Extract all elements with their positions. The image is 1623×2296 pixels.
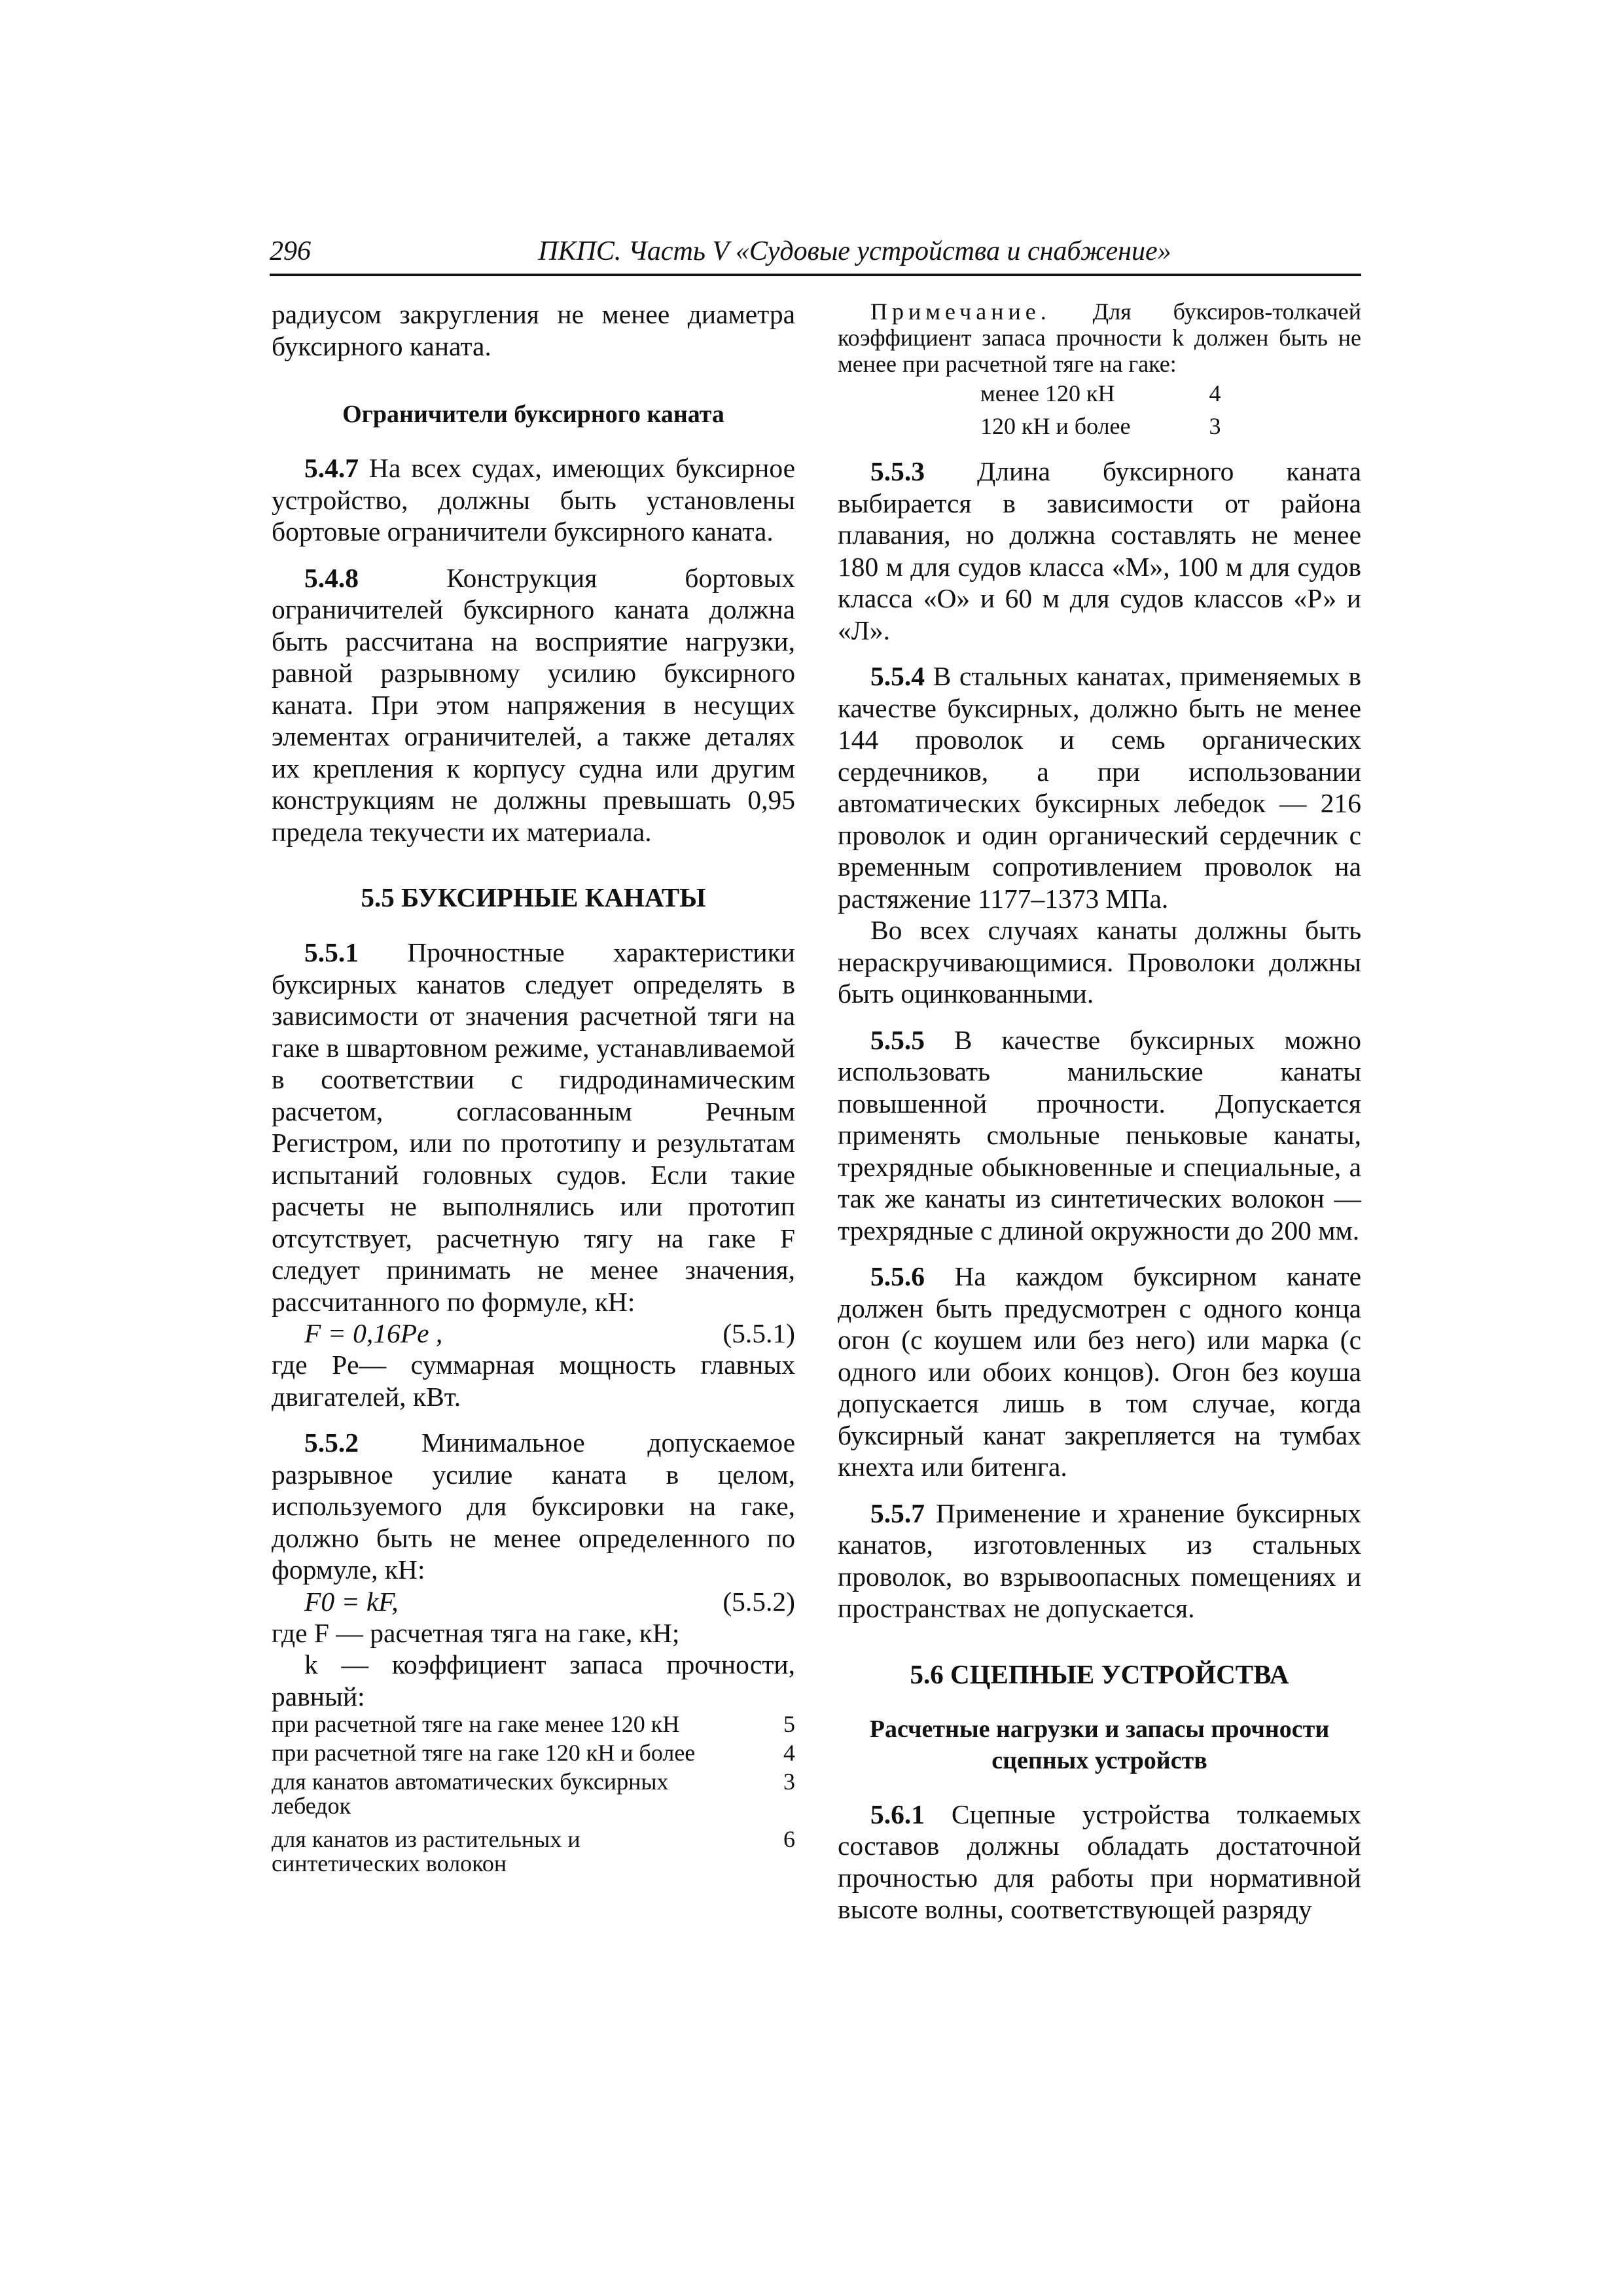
note-text: Для буксиров-толкачей коэффициент запаса прочности k должен быть не менее при расчетной тяге на гаке: (838, 298, 1361, 377)
paragraph-5-4-7 (272, 452, 795, 548)
section-heading-5-6: 5.6 СЦЕПНЫЕ УСТРОЙСТВА (910, 1659, 1289, 1689)
table-cell-value: 3 (783, 1768, 795, 1795)
paragraph-5-5-4-continued: Во всех случаях канаты должны быть нераскручивающимися. Проволоки должны быть оцинкованными. (838, 915, 1361, 1009)
paragraph-5-5-7 (838, 1498, 1361, 1624)
clause-text: В стальных канатах, применяемых в качестве буксирных, должно быть не менее 144 проволок и семь органических сердечников, а при использовании автоматических буксирных лебедок — 216 проволок и один органический сердечник с временным сопротивлением проволок на растяжение 1177–1373 МПа. (838, 661, 1361, 914)
formula-explanation: где Pe— суммарная мощность главных двигателей, кВт. (272, 1350, 795, 1412)
clause-text: Конструкция бортовых ограничителей буксирного каната должна быть рассчитана на восприятие нагрузки, равной разрывному усилию буксирного каната. При этом напряжения в несущих элементах ограничителей, а также деталях их крепления к корпусу судна или другим конструкциям не должны превышать 0,95 предела текучести их материала. (272, 562, 796, 847)
formula-number: (5.5.1) (722, 1318, 795, 1348)
formula-explanation-k: k — коэффициент запаса прочности, равный: (272, 1649, 795, 1712)
left-column (272, 298, 795, 1876)
table-cell-label: для канатов из растительных и синтетических волокон (272, 1826, 580, 1876)
subheading-loads: Расчетные нагрузки и запасы прочности сцепных устройств (869, 1715, 1330, 1774)
table-cell-label: при расчетной тяге на гаке менее 120 кН (272, 1711, 680, 1737)
table-cell-value: 4 (783, 1740, 795, 1766)
page-number: 296 (270, 236, 311, 266)
table-cell-value: 3 (1209, 413, 1221, 439)
paragraph-5-5-3 (838, 456, 1361, 646)
k-coefficient-table (272, 1712, 795, 1876)
table-row (272, 1770, 795, 1818)
clause-number: 5.4.8 (304, 562, 359, 593)
table-row (272, 1712, 795, 1741)
paragraph-5-4-8 (272, 562, 795, 848)
formula-expression: F = 0,16Pe , (304, 1318, 443, 1348)
table-cell-label: 120 кН и более (980, 413, 1131, 439)
note-label: Примечание. (870, 298, 1051, 325)
paragraph-5-5-6 (838, 1261, 1361, 1483)
table-row (980, 377, 1221, 410)
formula-number: (5.5.2) (722, 1586, 795, 1617)
clause-number: 5.5.7 (870, 1498, 925, 1528)
right-column (838, 298, 1361, 1926)
clause-number: 5.4.7 (304, 453, 359, 483)
clause-number: 5.5.6 (870, 1261, 925, 1291)
clause-text: Минимальное допускаемое разрывное усилие каната в целом, используемого для буксировки на гаке, должно быть не менее определенного по формуле, кН: (272, 1427, 795, 1585)
table-cell-value: 5 (783, 1711, 795, 1737)
clause-text: На каждом буксирном канате должен быть предусмотрен с одного конца огон (с коушем или без него) или марка (с одного или обоих концов). Огон без коуша допускается лишь в том случае, когда буксирный канат закрепляется на тумбах кнехта или битенга. (838, 1261, 1362, 1482)
formula-expression: F0 = kF, (304, 1586, 399, 1617)
paragraph-5-5-4 (838, 660, 1361, 914)
note (838, 298, 1361, 377)
clause-number: 5.6.1 (870, 1799, 925, 1829)
running-title: ПКПС. Часть V «Судовые устройства и снабжение» (538, 236, 1171, 266)
clause-text: Применение и хранение буксирных канатов, изготовленных из стальных проволок, во взрывоопасных помещениях и пространствах не допускается. (838, 1498, 1361, 1623)
paragraph-5-5-1 (272, 937, 795, 1318)
clause-text: В качестве буксирных можно использовать манильские канаты повышенной прочности. Допускается применять смольные пеньковые канаты, трехрядные обыкновенные и специальные, а так же канаты из синтетических волокон — трехрядные с длиной окружности до 200 мм. (838, 1024, 1361, 1246)
formula-5-5-1 (272, 1318, 795, 1349)
clause-number: 5.5.5 (870, 1024, 925, 1055)
section-heading-5-5: 5.5 БУКСИРНЫЕ КАНАТЫ (361, 882, 706, 912)
clause-number: 5.5.3 (870, 456, 925, 486)
note-table (980, 377, 1221, 442)
table-cell-value: 4 (1209, 380, 1221, 406)
running-header (270, 233, 1361, 276)
table-row (272, 1818, 795, 1876)
formula-5-5-2 (272, 1586, 795, 1617)
clause-number: 5.5.1 (304, 937, 359, 967)
clause-text: На всех судах, имеющих буксирное устройство, должны быть установлены бортовые ограничители буксирного каната. (272, 453, 796, 547)
paragraph-5-6-1 (838, 1799, 1361, 1926)
paragraph-intro: радиусом закругления не менее диаметра буксирного каната. (272, 299, 795, 361)
clause-text: Длина буксирного каната выбирается в зависимости от района плавания, но должна составлять не менее 180 м для судов класса «М», 100 м для судов класса «О» и 60 м для судов классов «Р» и «Л». (838, 456, 1361, 645)
table-cell-value: 6 (783, 1826, 795, 1852)
table-row (272, 1741, 795, 1770)
heading-limiters: Ограничители буксирного каната (342, 401, 724, 428)
formula-explanation-f: где F — расчетная тяга на гаке, кН; (272, 1617, 680, 1648)
table-cell-label: при расчетной тяге на гаке 120 кН и более (272, 1740, 696, 1766)
clause-text: Сцепные устройства толкаемых составов должны обладать достаточной прочностью для работы при нормативной высоте волны, соответствующей разряду (838, 1799, 1362, 1924)
clause-text: Прочностные характеристики буксирных канатов следует определять в зависимости от значения расчетной тяги на гаке в швартовном режиме, устанавливаемой в соответствии с гидродинамическим расчетом, согласованным Речным Регистром, или по прототипу и результатам испытаний головных судов. Если такие расчеты не выполнялись или прототип отсутствует, расчетную тягу на гаке F следует принимать не менее значения, рассчитанного по формуле, кН: (272, 937, 796, 1317)
table-row (980, 410, 1221, 442)
table-cell-label: менее 120 кН (980, 380, 1115, 406)
clause-number: 5.5.4 (870, 661, 925, 691)
table-cell-label: для канатов автоматических буксирных лебедок (272, 1768, 669, 1819)
paragraph-5-5-5 (838, 1024, 1361, 1247)
clause-number: 5.5.2 (304, 1427, 359, 1458)
paragraph-5-5-2 (272, 1427, 795, 1586)
